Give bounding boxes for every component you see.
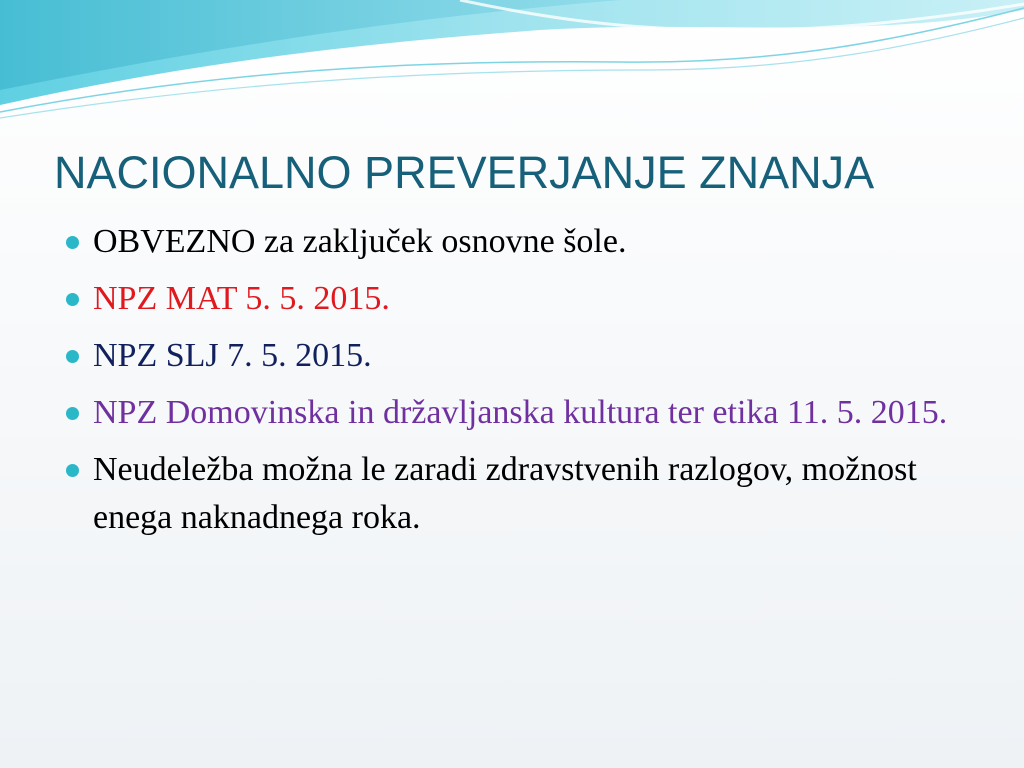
bullet-list bbox=[66, 218, 966, 551]
bullet-item bbox=[66, 446, 966, 542]
bullet-text: NPZ MAT 5. 5. 2015. bbox=[93, 280, 390, 317]
bullet-item bbox=[66, 332, 966, 380]
bullet-text: NPZ SLJ 7. 5. 2015. bbox=[93, 337, 372, 374]
bullet-marker-icon bbox=[66, 350, 79, 363]
bullet-marker-icon bbox=[66, 407, 79, 420]
bullet-text: Neudeležba možna le zaradi zdravstvenih razlogov, možnost enega naknadnega roka. bbox=[93, 451, 917, 536]
bullet-marker-icon bbox=[66, 464, 79, 477]
bullet-item bbox=[66, 389, 966, 437]
bullet-item bbox=[66, 218, 966, 266]
bullet-marker-icon bbox=[66, 236, 79, 249]
bullet-text: NPZ Domovinska in državljanska kultura ter etika 11. 5. 2015. bbox=[93, 394, 948, 431]
slide-title: NACIONALNO PREVERJANJE ZNANJA bbox=[54, 147, 875, 198]
bullet-marker-icon bbox=[66, 293, 79, 306]
bullet-item bbox=[66, 275, 966, 323]
header-wave-decoration bbox=[0, 0, 1024, 130]
bullet-text: OBVEZNO za zaključek osnovne šole. bbox=[93, 223, 627, 260]
